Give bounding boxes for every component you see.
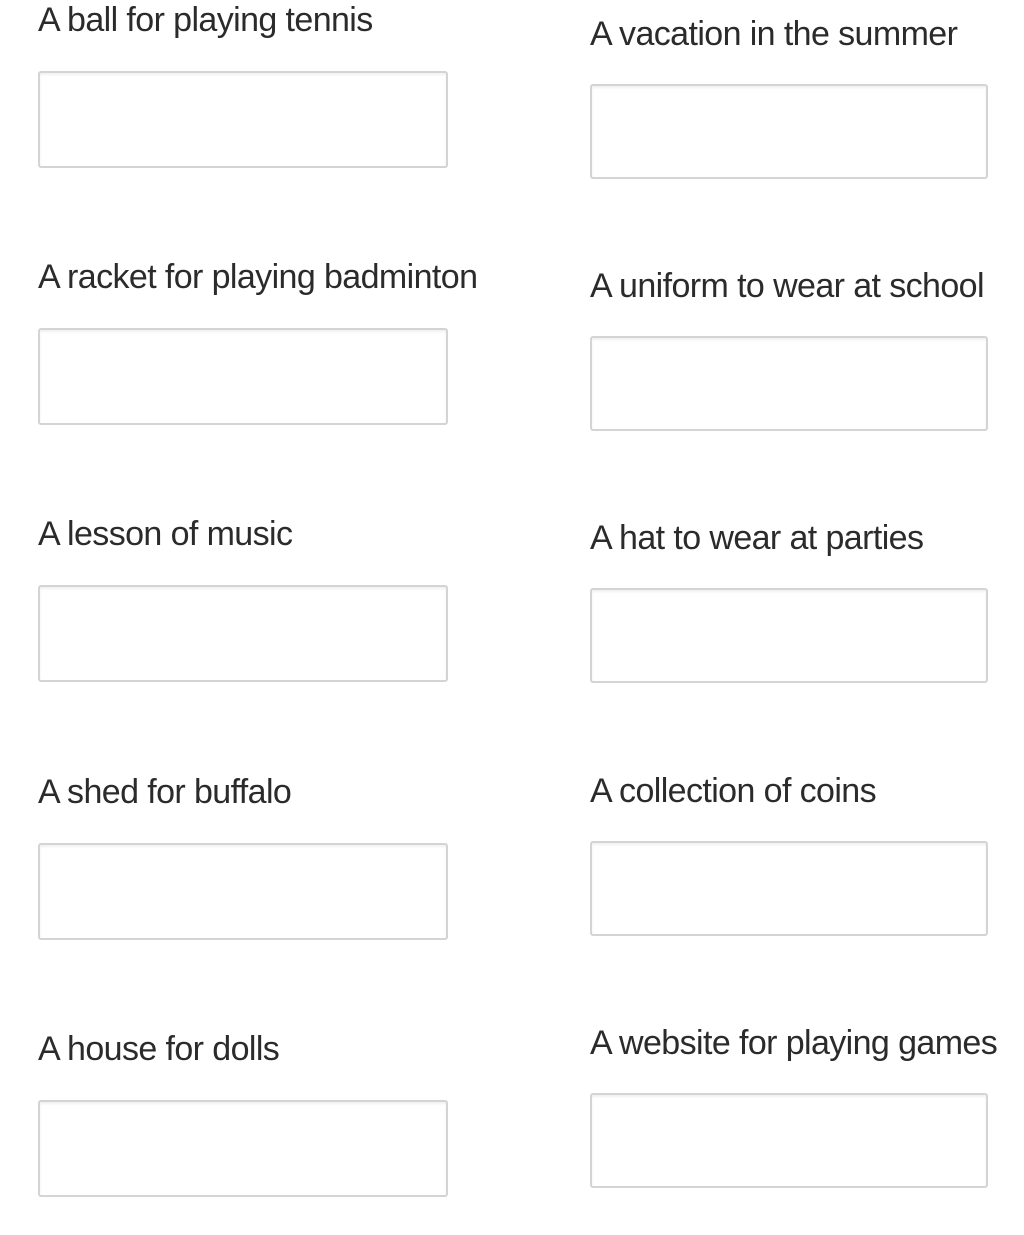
answer-input[interactable] <box>590 1093 988 1188</box>
question-label: A uniform to wear at school <box>590 267 984 305</box>
answer-input[interactable] <box>590 588 988 683</box>
question-label: A hat to wear at parties <box>590 519 924 557</box>
question-label: A collection of coins <box>590 772 877 810</box>
answer-input[interactable] <box>590 336 988 431</box>
answer-input[interactable] <box>38 1100 448 1197</box>
question-label: A ball for playing tennis <box>38 1 373 39</box>
answer-input[interactable] <box>38 328 448 425</box>
question-label: A lesson of music <box>38 515 293 553</box>
question-label: A website for playing games <box>590 1024 998 1062</box>
answer-input[interactable] <box>38 71 448 168</box>
answer-input[interactable] <box>590 841 988 936</box>
question-label: A shed for buffalo <box>38 773 292 811</box>
question-label: A racket for playing badminton <box>38 258 478 296</box>
question-label: A vacation in the summer <box>590 15 958 53</box>
question-label: A house for dolls <box>38 1030 280 1068</box>
answer-input[interactable] <box>590 84 988 179</box>
answer-input[interactable] <box>38 585 448 682</box>
answer-input[interactable] <box>38 843 448 940</box>
